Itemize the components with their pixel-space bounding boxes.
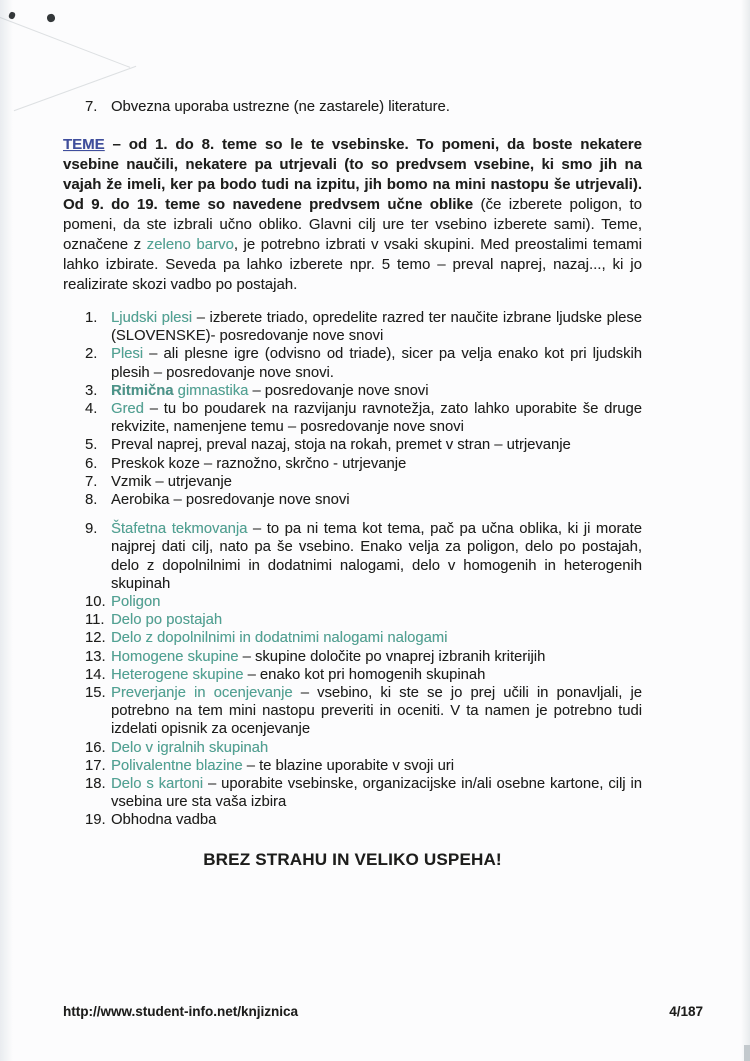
list-item bbox=[85, 436, 642, 454]
list-item bbox=[85, 629, 642, 647]
topic-name: Plesi bbox=[111, 346, 144, 363]
item-text bbox=[111, 309, 642, 345]
item-text bbox=[111, 491, 642, 509]
item-text bbox=[111, 520, 642, 593]
scan-edge-left bbox=[0, 0, 13, 1061]
item-text bbox=[111, 455, 642, 473]
list-item bbox=[85, 739, 642, 757]
scan-corner-artifact bbox=[744, 1045, 750, 1061]
item-text bbox=[111, 629, 642, 647]
topic-description: Aerobika – posredovanje nove snovi bbox=[111, 492, 350, 509]
topic-description: – vsebino, ki ste se jo prej učili in ponavljali, je potrebno na tem mini nastopu preveriti in oceniti. V ta namen je potrebno tudi izdelati opisnik za ocenjevanje bbox=[111, 685, 642, 738]
topic-name: Delo po postajah bbox=[111, 612, 223, 629]
teme-regular-text-2: , je potrebno izbrati v vsaki skupini. Med preostalimi temami lahko izbirate. Seveda pa lahko izberete npr. 5 temo – preval naprej, nazaj..., ki jo realizirate skozi vadbo po postajah. bbox=[63, 236, 642, 293]
list-item bbox=[85, 382, 642, 400]
item-number: 12. bbox=[85, 630, 106, 647]
item-text bbox=[111, 436, 642, 454]
teme-regular-text-1: (če izberete poligon, to pomeni, da ste izbrali učno obliko. Glavni cilj ure ter vsebino izberete sami). Teme, označene z bbox=[63, 196, 642, 253]
scan-crease bbox=[0, 13, 130, 68]
item-number: 15. bbox=[85, 685, 106, 702]
item-text: Obvezna uporaba ustrezne (ne zastarele) literature. bbox=[111, 99, 450, 115]
topic-description: Obhodna vadba bbox=[111, 812, 217, 829]
item-number: 18. bbox=[85, 776, 106, 793]
page-footer bbox=[63, 1004, 703, 1019]
scan-artifact bbox=[46, 13, 55, 22]
topic-name: Ljudski plesi bbox=[111, 310, 193, 326]
item-number: 5. bbox=[85, 437, 98, 454]
list-item bbox=[85, 520, 642, 593]
list-item bbox=[85, 345, 642, 381]
item-number: 4. bbox=[85, 401, 98, 418]
list-item bbox=[85, 473, 642, 491]
topic-name: Preverjanje in ocenjevanje bbox=[111, 685, 293, 702]
item-text bbox=[111, 611, 642, 629]
topic-description: – tu bo poudarek na razvijanju ravnotežja, zato lahko uporabite še druge rekvizite, namenjene temu – posredovanje nove snovi bbox=[111, 401, 642, 436]
list-item bbox=[85, 666, 642, 684]
topic-name: Gred bbox=[111, 401, 144, 418]
teme-paragraph bbox=[63, 135, 642, 295]
item-number: 8. bbox=[85, 492, 98, 509]
topic-description: – enako kot pri homogenih skupinah bbox=[243, 666, 486, 683]
topic-list-contents bbox=[85, 309, 642, 509]
list-item bbox=[85, 491, 642, 509]
teme-heading: TEME bbox=[63, 136, 105, 153]
item-number: 17. bbox=[85, 757, 106, 774]
topic-name: Štafetna tekmovanja bbox=[111, 521, 248, 538]
footer-url: http://www.student-info.net/knjiznica bbox=[63, 1004, 298, 1019]
list-item bbox=[85, 775, 642, 811]
item-text bbox=[111, 811, 642, 829]
intro-list-item bbox=[85, 98, 642, 117]
item-number: 2. bbox=[85, 346, 98, 363]
item-text bbox=[111, 345, 642, 381]
item-number: 14. bbox=[85, 666, 106, 683]
item-number: 10. bbox=[85, 594, 106, 611]
topic-description: – uporabite vsebinske, organizacijske in/ali osebne kartone, cilj in vsebina ure sta vaša izbira bbox=[111, 776, 643, 811]
topic-description: – ali plesne igre (odvisno od triade), sicer pa velja enako kot pri ljudskih plesih – posredovanje nove snovi. bbox=[111, 346, 642, 381]
topic-description: – to pa ni tema kot tema, pač pa učna oblika, ki ji morate najprej dati cilj, nato pa še vsebino. Enako velja za poligon, delo po postajah, delo z dopolnilnimi in dodatnimi nalogami, delo v homogenih in heterogenih skupinah bbox=[111, 521, 642, 592]
footer-page-number: 4/187 bbox=[669, 1004, 703, 1019]
closing-line: BREZ STRAHU IN VELIKO USPEHA! bbox=[203, 849, 502, 869]
item-text bbox=[111, 382, 642, 400]
list-item bbox=[85, 400, 642, 436]
topic-description: – izberete triado, opredelite razred ter naučite izbrane ljudske plese (SLOVENSKE)- posredovanje nove snovi bbox=[111, 310, 643, 345]
topic-name: Poligon bbox=[111, 594, 161, 611]
topic-name: gimnastika bbox=[173, 382, 249, 399]
item-number: 7. bbox=[85, 473, 98, 490]
item-text bbox=[111, 648, 642, 666]
topic-description: Preskok koze – raznožno, skrčno - utrjevanje bbox=[111, 455, 407, 472]
item-number: 19. bbox=[85, 812, 106, 829]
topic-name: Delo z dopolnilnimi in dodatnimi nalogami nalogami bbox=[111, 630, 448, 647]
document-content bbox=[63, 98, 642, 870]
teme-bold-text: – od 1. do 8. teme so le te vsebinske. To pomeni, da boste nekatere vsebine naučili, nekatere pa utrjevali (to so predvsem vsebine, ki smo jih na vajah že imeli, ker pa bodo tudi na izpitu, jih bomo na mini nastopu še utrjevali). Od 9. do 19. teme so navedene predvsem učne oblike bbox=[63, 136, 642, 213]
topic-name: Heterogene skupine bbox=[111, 666, 244, 683]
teme-green-phrase: zeleno barvo bbox=[146, 236, 234, 253]
item-text bbox=[111, 473, 642, 491]
item-text bbox=[111, 684, 642, 739]
topic-name: Polivalentne blazine bbox=[111, 757, 243, 774]
topic-description: – posredovanje nove snovi bbox=[248, 382, 429, 399]
list-item bbox=[85, 455, 642, 473]
topic-name: Homogene skupine bbox=[111, 648, 239, 665]
topic-name: Delo v igralnih skupinah bbox=[111, 739, 269, 756]
item-number: 9. bbox=[85, 521, 98, 538]
item-text bbox=[111, 757, 642, 775]
item-number: 16. bbox=[85, 739, 106, 756]
item-text bbox=[111, 775, 642, 811]
item-text bbox=[111, 666, 642, 684]
topic-description: Vzmik – utrjevanje bbox=[111, 473, 232, 490]
item-text bbox=[111, 739, 642, 757]
item-text bbox=[111, 400, 642, 436]
list-item bbox=[85, 309, 642, 345]
list-item bbox=[85, 593, 642, 611]
list-item bbox=[85, 611, 642, 629]
list-item bbox=[85, 811, 642, 829]
topic-name-bold: Ritmična bbox=[111, 382, 174, 399]
item-number: 13. bbox=[85, 648, 106, 665]
list-item bbox=[85, 648, 642, 666]
item-number: 3. bbox=[85, 382, 98, 399]
topic-name: Delo s kartoni bbox=[111, 776, 204, 793]
topic-list-forms bbox=[85, 520, 642, 829]
item-number: 1. bbox=[85, 310, 98, 326]
list-item bbox=[85, 684, 642, 739]
scan-edge-right bbox=[741, 0, 750, 1061]
item-number: 6. bbox=[85, 455, 98, 472]
item-number: 11. bbox=[85, 612, 105, 629]
list-item bbox=[85, 757, 642, 775]
topic-description: Preval naprej, preval nazaj, stoja na rokah, premet v stran – utrjevanje bbox=[111, 437, 571, 454]
item-number: 7. bbox=[85, 99, 98, 115]
topic-description: – te blazine uporabite v svoji uri bbox=[242, 757, 455, 774]
item-text bbox=[111, 593, 642, 611]
topic-description: – skupine določite po vnaprej izbranih kriterijih bbox=[238, 648, 546, 665]
